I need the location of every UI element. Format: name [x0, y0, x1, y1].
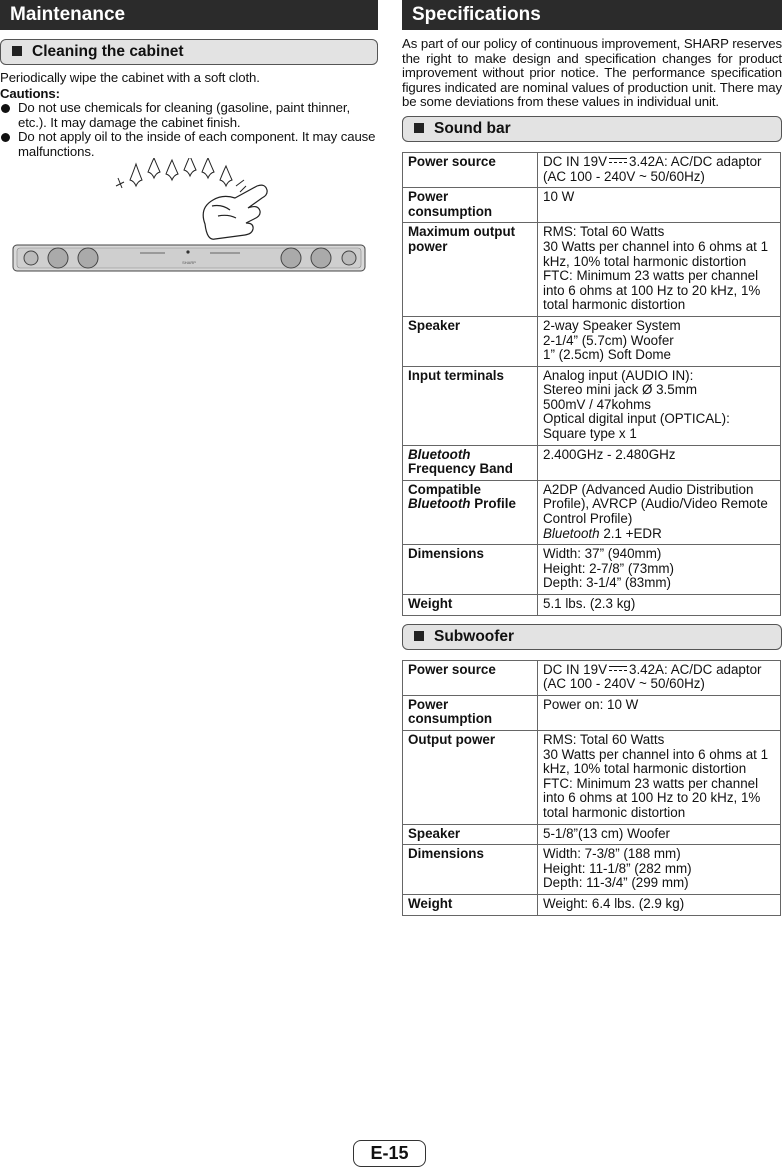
table-row: [403, 824, 781, 845]
spec-label-italic: Bluetooth: [408, 446, 471, 462]
spec-label: Power source: [403, 660, 538, 695]
dc-symbol-icon: [609, 666, 627, 674]
spec-line: 1” (2.5cm) Soft Dome: [543, 347, 671, 363]
spec-value-italic: Bluetooth: [543, 525, 600, 541]
speaker-driver-icon: [342, 251, 356, 265]
spec-label: Power source: [403, 152, 538, 187]
table-row: [403, 695, 781, 730]
specifications-intro: As part of our policy of continuous improvement, SHARP reserves the right to make design and specification changes for product improvement without prior notice. The performance specification figures indicated are nominal values of production unit. There may be some deviations from these values in individual unit.: [402, 36, 782, 110]
speaker-driver-icon: [281, 248, 301, 268]
spec-label: Power consumption: [403, 695, 538, 730]
square-bullet-icon: [414, 123, 424, 133]
cleaning-cabinet-heading-text: Cleaning the cabinet: [32, 43, 184, 60]
sparkle-icon: [116, 158, 246, 192]
square-bullet-icon: [12, 46, 22, 56]
spec-line: RMS: Total 60 Watts: [543, 731, 665, 747]
spec-line: RMS: Total 60 Watts: [543, 224, 665, 240]
speaker-driver-icon: [48, 248, 68, 268]
caution-text: Do not use chemicals for cleaning (gasoline, paint thinner, etc.). It may damage the cabinet finish.: [18, 100, 351, 130]
subwoofer-heading-text: Subwoofer: [434, 627, 515, 645]
speaker-driver-icon: [311, 248, 331, 268]
spec-value-text: DC IN 19V: [543, 661, 607, 677]
caution-item: [0, 101, 378, 130]
spec-line: Optical digital input (OPTICAL):: [543, 411, 730, 427]
spec-value: 2.400GHz - 2.480GHz: [538, 445, 781, 480]
spec-line: 2-way Speaker System: [543, 317, 681, 333]
table-row: [403, 316, 781, 366]
spec-label: Maximum output power: [403, 223, 538, 317]
spec-label: Dimensions: [403, 545, 538, 595]
spec-label-text: Compatible: [408, 481, 481, 497]
spec-value: [538, 366, 781, 445]
table-row: [403, 152, 781, 187]
spec-line: A2DP (Advanced Audio Distribution Profile), AVRCP (Audio/Video Remote Control Profile): [543, 481, 768, 527]
spec-value-text: 3.42A: AC/DC adaptor: [629, 661, 762, 677]
spec-value: [538, 480, 781, 544]
cleaning-illustration: [0, 158, 378, 278]
spec-line: Depth: 11-3/4” (299 mm): [543, 875, 689, 891]
spec-line: FTC: Minimum 23 watts per channel into 6 ohms at 100 Hz to 20 kHz, 1% total harmonic distortion: [543, 268, 761, 313]
table-row: [403, 445, 781, 480]
table-row: [403, 894, 781, 915]
caution-text: Do not apply oil to the inside of each component. It may cause malfunctions.: [18, 129, 376, 159]
spec-label: Power consumption: [403, 188, 538, 223]
spec-line: Height: 2-7/8” (73mm): [543, 560, 674, 576]
spec-value: [538, 730, 781, 824]
table-row: [403, 545, 781, 595]
bullet-dot-icon: [1, 133, 10, 142]
spec-value: Power on: 10 W: [538, 695, 781, 730]
hand-icon: [203, 185, 267, 239]
spec-value: [538, 223, 781, 317]
sound-bar-drawing: [13, 245, 365, 271]
subwoofer-heading: [402, 624, 782, 650]
spec-label-italic: Bluetooth: [408, 496, 471, 512]
spec-value-text: DC IN 19V: [543, 153, 607, 169]
speaker-driver-icon: [78, 248, 98, 268]
spec-value: [538, 845, 781, 895]
square-bullet-icon: [414, 631, 424, 641]
sound-bar-heading-text: Sound bar: [434, 119, 511, 137]
spec-value-text: 3.42A: AC/DC adaptor: [629, 153, 762, 169]
spec-label: Output power: [403, 730, 538, 824]
spec-line: [543, 527, 775, 542]
table-row: [403, 480, 781, 544]
dc-symbol-icon: [609, 158, 627, 166]
table-row: [403, 845, 781, 895]
spec-label: Weight: [403, 595, 538, 616]
spec-value: [538, 545, 781, 595]
spec-line: Depth: 3-1/4” (83mm): [543, 575, 671, 591]
spec-value: 5.1 lbs. (2.3 kg): [538, 595, 781, 616]
subwoofer-spec-table: [402, 660, 781, 916]
spec-label: Weight: [403, 894, 538, 915]
speaker-driver-icon: [24, 251, 38, 265]
spec-value-text: (AC 100 - 240V ~ 50/60Hz): [543, 168, 705, 184]
spec-value: 10 W: [538, 188, 781, 223]
spec-label: Dimensions: [403, 845, 538, 895]
page-number: E-15: [353, 1140, 426, 1167]
spec-label: Speaker: [403, 316, 538, 366]
spec-line: Height: 11-1/8” (282 mm): [543, 860, 692, 876]
spec-line: Width: 37” (940mm): [543, 546, 662, 562]
table-row: [403, 188, 781, 223]
sound-bar-heading: [402, 116, 782, 142]
specifications-title: Specifications: [402, 0, 782, 30]
cautions-label: Cautions:: [0, 85, 60, 101]
spec-value-text: 2.1 +EDR: [603, 525, 662, 541]
spec-label: [403, 480, 538, 544]
spec-value-text: (AC 100 - 240V ~ 50/60Hz): [543, 676, 705, 692]
table-row: [403, 366, 781, 445]
spec-value: [538, 660, 781, 695]
cleaning-cabinet-heading: [0, 39, 378, 65]
specifications-column: [402, 0, 782, 916]
bullet-dot-icon: [1, 104, 10, 113]
spec-label: [403, 445, 538, 480]
spec-line: FTC: Minimum 23 watts per channel into 6 ohms at 100 Hz to 20 kHz, 1% total harmonic distortion: [543, 775, 761, 820]
indicator-icon: [186, 250, 189, 253]
table-row: [403, 730, 781, 824]
spec-line: Width: 7-3/8” (188 mm): [543, 846, 681, 862]
table-row: [403, 595, 781, 616]
spec-line: Analog input (AUDIO IN):: [543, 367, 694, 383]
spec-line: Stereo mini jack Ø 3.5mm: [543, 382, 698, 398]
maintenance-title: Maintenance: [0, 0, 378, 30]
sound-bar-spec-table: [402, 152, 781, 616]
maintenance-column: [0, 0, 378, 265]
spec-line: 30 Watts per channel into 6 ohms at 1 kHz, 10% total harmonic distortion: [543, 746, 769, 777]
spec-line: Square type x 1: [543, 426, 637, 442]
spec-label: Input terminals: [403, 366, 538, 445]
spec-label-text: Profile: [474, 496, 516, 512]
table-row: [403, 660, 781, 695]
spec-value: Weight: 6.4 lbs. (2.9 kg): [538, 894, 781, 915]
spec-line: 30 Watts per channel into 6 ohms at 1 kHz, 10% total harmonic distortion: [543, 238, 769, 269]
cleaning-intro: Periodically wipe the cabinet with a soft cloth.: [0, 70, 260, 85]
spec-label-text: Frequency Band: [408, 461, 513, 477]
spec-line: 2-1/4” (5.7cm) Woofer: [543, 332, 674, 348]
spec-value: [538, 152, 781, 187]
spec-value: [538, 316, 781, 366]
spec-value: 5-1/8”(13 cm) Woofer: [538, 824, 781, 845]
spec-line: 500mV / 47kohms: [543, 396, 651, 412]
table-row: [403, 223, 781, 317]
caution-item: [0, 130, 378, 159]
brand-logo: SHARP: [182, 260, 196, 265]
spec-label: Speaker: [403, 824, 538, 845]
